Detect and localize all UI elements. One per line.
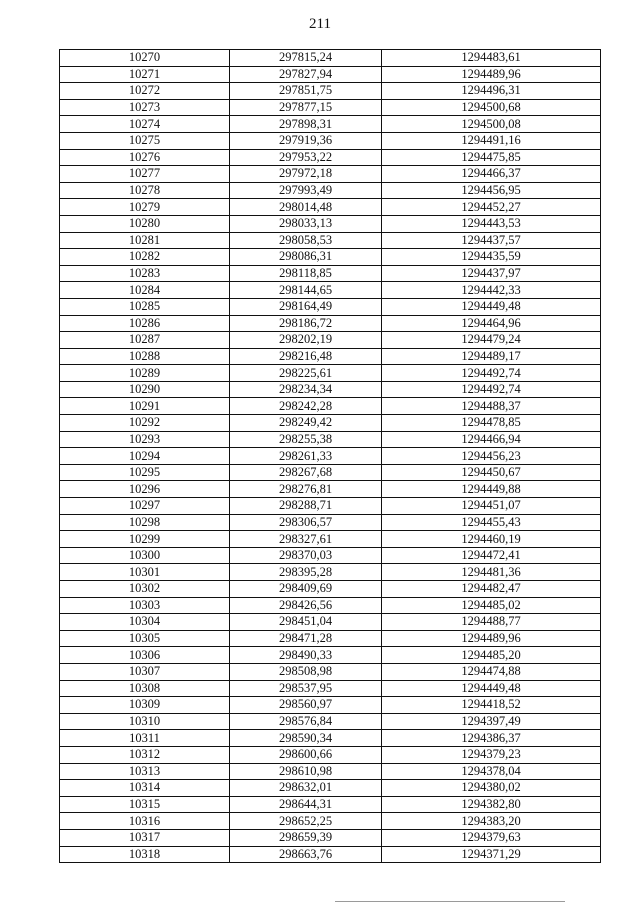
point-number-cell: 10288 [60,348,230,365]
y-coordinate-cell: 1294481,36 [382,564,601,581]
y-coordinate-cell: 1294449,88 [382,481,601,498]
table-row [60,547,601,564]
y-coordinate-cell: 1294479,24 [382,332,601,349]
table-row [60,564,601,581]
y-coordinate-cell: 1294450,67 [382,464,601,481]
table-row [60,796,601,813]
x-coordinate-cell: 298276,81 [230,481,382,498]
point-number-cell: 10315 [60,796,230,813]
y-coordinate-cell: 1294492,74 [382,365,601,382]
point-number-cell: 10285 [60,298,230,315]
point-number-cell: 10292 [60,415,230,432]
y-coordinate-cell: 1294482,47 [382,581,601,598]
point-number-cell: 10305 [60,630,230,647]
y-coordinate-cell: 1294464,96 [382,315,601,332]
point-number-cell: 10279 [60,199,230,216]
y-coordinate-cell: 1294418,52 [382,697,601,714]
table-row [60,746,601,763]
y-coordinate-cell: 1294489,96 [382,66,601,83]
y-coordinate-cell: 1294500,68 [382,99,601,116]
x-coordinate-cell: 298202,19 [230,332,382,349]
table-row [60,215,601,232]
point-number-cell: 10286 [60,315,230,332]
table-row [60,315,601,332]
table-row [60,99,601,116]
page-number: 211 [309,16,331,32]
point-number-cell: 10290 [60,381,230,398]
table-row [60,780,601,797]
y-coordinate-cell: 1294382,80 [382,796,601,813]
table-row [60,348,601,365]
point-number-cell: 10298 [60,514,230,531]
y-coordinate-cell: 1294483,61 [382,50,601,67]
table-row [60,581,601,598]
x-coordinate-cell: 297993,49 [230,182,382,199]
point-number-cell: 10295 [60,464,230,481]
x-coordinate-cell: 298451,04 [230,614,382,631]
point-number-cell: 10302 [60,581,230,598]
x-coordinate-cell: 298288,71 [230,498,382,515]
point-number-cell: 10271 [60,66,230,83]
x-coordinate-cell: 298652,25 [230,813,382,830]
point-number-cell: 10277 [60,166,230,183]
point-number-cell: 10299 [60,531,230,548]
table-row [60,182,601,199]
point-number-cell: 10284 [60,282,230,299]
x-coordinate-cell: 298590,34 [230,730,382,747]
table-row [60,597,601,614]
point-number-cell: 10293 [60,431,230,448]
x-coordinate-cell: 298014,48 [230,199,382,216]
x-coordinate-cell: 298610,98 [230,763,382,780]
x-coordinate-cell: 298261,33 [230,448,382,465]
y-coordinate-cell: 1294383,20 [382,813,601,830]
y-coordinate-cell: 1294456,95 [382,182,601,199]
table-row [60,464,601,481]
x-coordinate-cell: 298164,49 [230,298,382,315]
table-row [60,763,601,780]
point-number-cell: 10301 [60,564,230,581]
table-row [60,614,601,631]
x-coordinate-cell: 298234,34 [230,381,382,398]
point-number-cell: 10291 [60,398,230,415]
point-number-cell: 10276 [60,149,230,166]
point-number-cell: 10317 [60,829,230,846]
table-row [60,431,601,448]
table-row [60,730,601,747]
point-number-cell: 10274 [60,116,230,133]
table-row [60,813,601,830]
y-coordinate-cell: 1294488,37 [382,398,601,415]
point-number-cell: 10287 [60,332,230,349]
table-row [60,697,601,714]
table-row [60,166,601,183]
y-coordinate-cell: 1294379,63 [382,829,601,846]
y-coordinate-cell: 1294456,23 [382,448,601,465]
x-coordinate-cell: 297877,15 [230,99,382,116]
table-row [60,265,601,282]
x-coordinate-cell: 298267,68 [230,464,382,481]
table-row [60,630,601,647]
y-coordinate-cell: 1294397,49 [382,713,601,730]
point-number-cell: 10314 [60,780,230,797]
x-coordinate-cell: 298409,69 [230,581,382,598]
x-coordinate-cell: 298186,72 [230,315,382,332]
x-coordinate-cell: 298644,31 [230,796,382,813]
x-coordinate-cell: 298216,48 [230,348,382,365]
x-coordinate-cell: 297972,18 [230,166,382,183]
table-row [60,398,601,415]
y-coordinate-cell: 1294455,43 [382,514,601,531]
y-coordinate-cell: 1294475,85 [382,149,601,166]
table-row [60,448,601,465]
y-coordinate-cell: 1294485,20 [382,647,601,664]
table-row [60,66,601,83]
table-row [60,50,601,67]
y-coordinate-cell: 1294437,57 [382,232,601,249]
y-coordinate-cell: 1294380,02 [382,780,601,797]
table-row [60,116,601,133]
x-coordinate-cell: 298600,66 [230,746,382,763]
point-number-cell: 10270 [60,50,230,67]
point-number-cell: 10310 [60,713,230,730]
point-number-cell: 10275 [60,132,230,149]
x-coordinate-cell: 298144,65 [230,282,382,299]
y-coordinate-cell: 1294449,48 [382,298,601,315]
point-number-cell: 10316 [60,813,230,830]
y-coordinate-cell: 1294485,02 [382,597,601,614]
x-coordinate-cell: 298490,33 [230,647,382,664]
x-coordinate-cell: 298225,61 [230,365,382,382]
table-row [60,663,601,680]
y-coordinate-cell: 1294449,48 [382,680,601,697]
x-coordinate-cell: 298242,28 [230,398,382,415]
x-coordinate-cell: 298249,42 [230,415,382,432]
x-coordinate-cell: 297815,24 [230,50,382,67]
point-number-cell: 10278 [60,182,230,199]
table-row [60,282,601,299]
x-coordinate-cell: 298471,28 [230,630,382,647]
table-row [60,829,601,846]
table-row [60,713,601,730]
point-number-cell: 10294 [60,448,230,465]
y-coordinate-cell: 1294435,59 [382,249,601,266]
y-coordinate-cell: 1294379,23 [382,746,601,763]
y-coordinate-cell: 1294378,04 [382,763,601,780]
point-number-cell: 10283 [60,265,230,282]
table-row [60,83,601,100]
x-coordinate-cell: 298086,31 [230,249,382,266]
table-row [60,531,601,548]
table-row [60,199,601,216]
table-row [60,647,601,664]
x-coordinate-cell: 297953,22 [230,149,382,166]
point-number-cell: 10307 [60,663,230,680]
x-coordinate-cell: 298426,56 [230,597,382,614]
y-coordinate-cell: 1294466,37 [382,166,601,183]
table-row [60,249,601,266]
table-row [60,332,601,349]
y-coordinate-cell: 1294386,37 [382,730,601,747]
point-number-cell: 10311 [60,730,230,747]
y-coordinate-cell: 1294472,41 [382,547,601,564]
point-number-cell: 10289 [60,365,230,382]
x-coordinate-cell: 298058,53 [230,232,382,249]
table-row [60,149,601,166]
x-coordinate-cell: 298033,13 [230,215,382,232]
point-number-cell: 10313 [60,763,230,780]
y-coordinate-cell: 1294489,96 [382,630,601,647]
y-coordinate-cell: 1294488,77 [382,614,601,631]
scan-artifact-line [335,901,565,902]
x-coordinate-cell: 298370,03 [230,547,382,564]
y-coordinate-cell: 1294491,16 [382,132,601,149]
point-number-cell: 10282 [60,249,230,266]
x-coordinate-cell: 298306,57 [230,514,382,531]
point-number-cell: 10296 [60,481,230,498]
y-coordinate-cell: 1294442,33 [382,282,601,299]
x-coordinate-cell: 298659,39 [230,829,382,846]
point-number-cell: 10304 [60,614,230,631]
x-coordinate-cell: 298508,98 [230,663,382,680]
table-row [60,365,601,382]
point-number-cell: 10312 [60,746,230,763]
point-number-cell: 10318 [60,846,230,863]
point-number-cell: 10306 [60,647,230,664]
x-coordinate-cell: 297898,31 [230,116,382,133]
y-coordinate-cell: 1294460,19 [382,531,601,548]
x-coordinate-cell: 298560,97 [230,697,382,714]
table-row [60,498,601,515]
y-coordinate-cell: 1294443,53 [382,215,601,232]
y-coordinate-cell: 1294478,85 [382,415,601,432]
table-row [60,680,601,697]
x-coordinate-cell: 297919,36 [230,132,382,149]
x-coordinate-cell: 298632,01 [230,780,382,797]
y-coordinate-cell: 1294496,31 [382,83,601,100]
x-coordinate-cell: 298118,85 [230,265,382,282]
x-coordinate-cell: 298395,28 [230,564,382,581]
x-coordinate-cell: 298537,95 [230,680,382,697]
y-coordinate-cell: 1294371,29 [382,846,601,863]
point-number-cell: 10273 [60,99,230,116]
table-row [60,298,601,315]
point-number-cell: 10308 [60,680,230,697]
table-row [60,415,601,432]
y-coordinate-cell: 1294489,17 [382,348,601,365]
table-row [60,846,601,863]
x-coordinate-cell: 298576,84 [230,713,382,730]
table-row [60,514,601,531]
table-row [60,381,601,398]
x-coordinate-cell: 297827,94 [230,66,382,83]
y-coordinate-cell: 1294437,97 [382,265,601,282]
coordinates-table [59,49,601,863]
y-coordinate-cell: 1294452,27 [382,199,601,216]
table-row [60,132,601,149]
x-coordinate-cell: 298663,76 [230,846,382,863]
point-number-cell: 10272 [60,83,230,100]
x-coordinate-cell: 298327,61 [230,531,382,548]
point-number-cell: 10309 [60,697,230,714]
point-number-cell: 10297 [60,498,230,515]
coordinates-table-body [60,50,601,863]
table-row [60,481,601,498]
y-coordinate-cell: 1294500,08 [382,116,601,133]
y-coordinate-cell: 1294492,74 [382,381,601,398]
x-coordinate-cell: 297851,75 [230,83,382,100]
point-number-cell: 10280 [60,215,230,232]
table-row [60,232,601,249]
point-number-cell: 10303 [60,597,230,614]
point-number-cell: 10281 [60,232,230,249]
x-coordinate-cell: 298255,38 [230,431,382,448]
point-number-cell: 10300 [60,547,230,564]
y-coordinate-cell: 1294451,07 [382,498,601,515]
y-coordinate-cell: 1294474,88 [382,663,601,680]
y-coordinate-cell: 1294466,94 [382,431,601,448]
